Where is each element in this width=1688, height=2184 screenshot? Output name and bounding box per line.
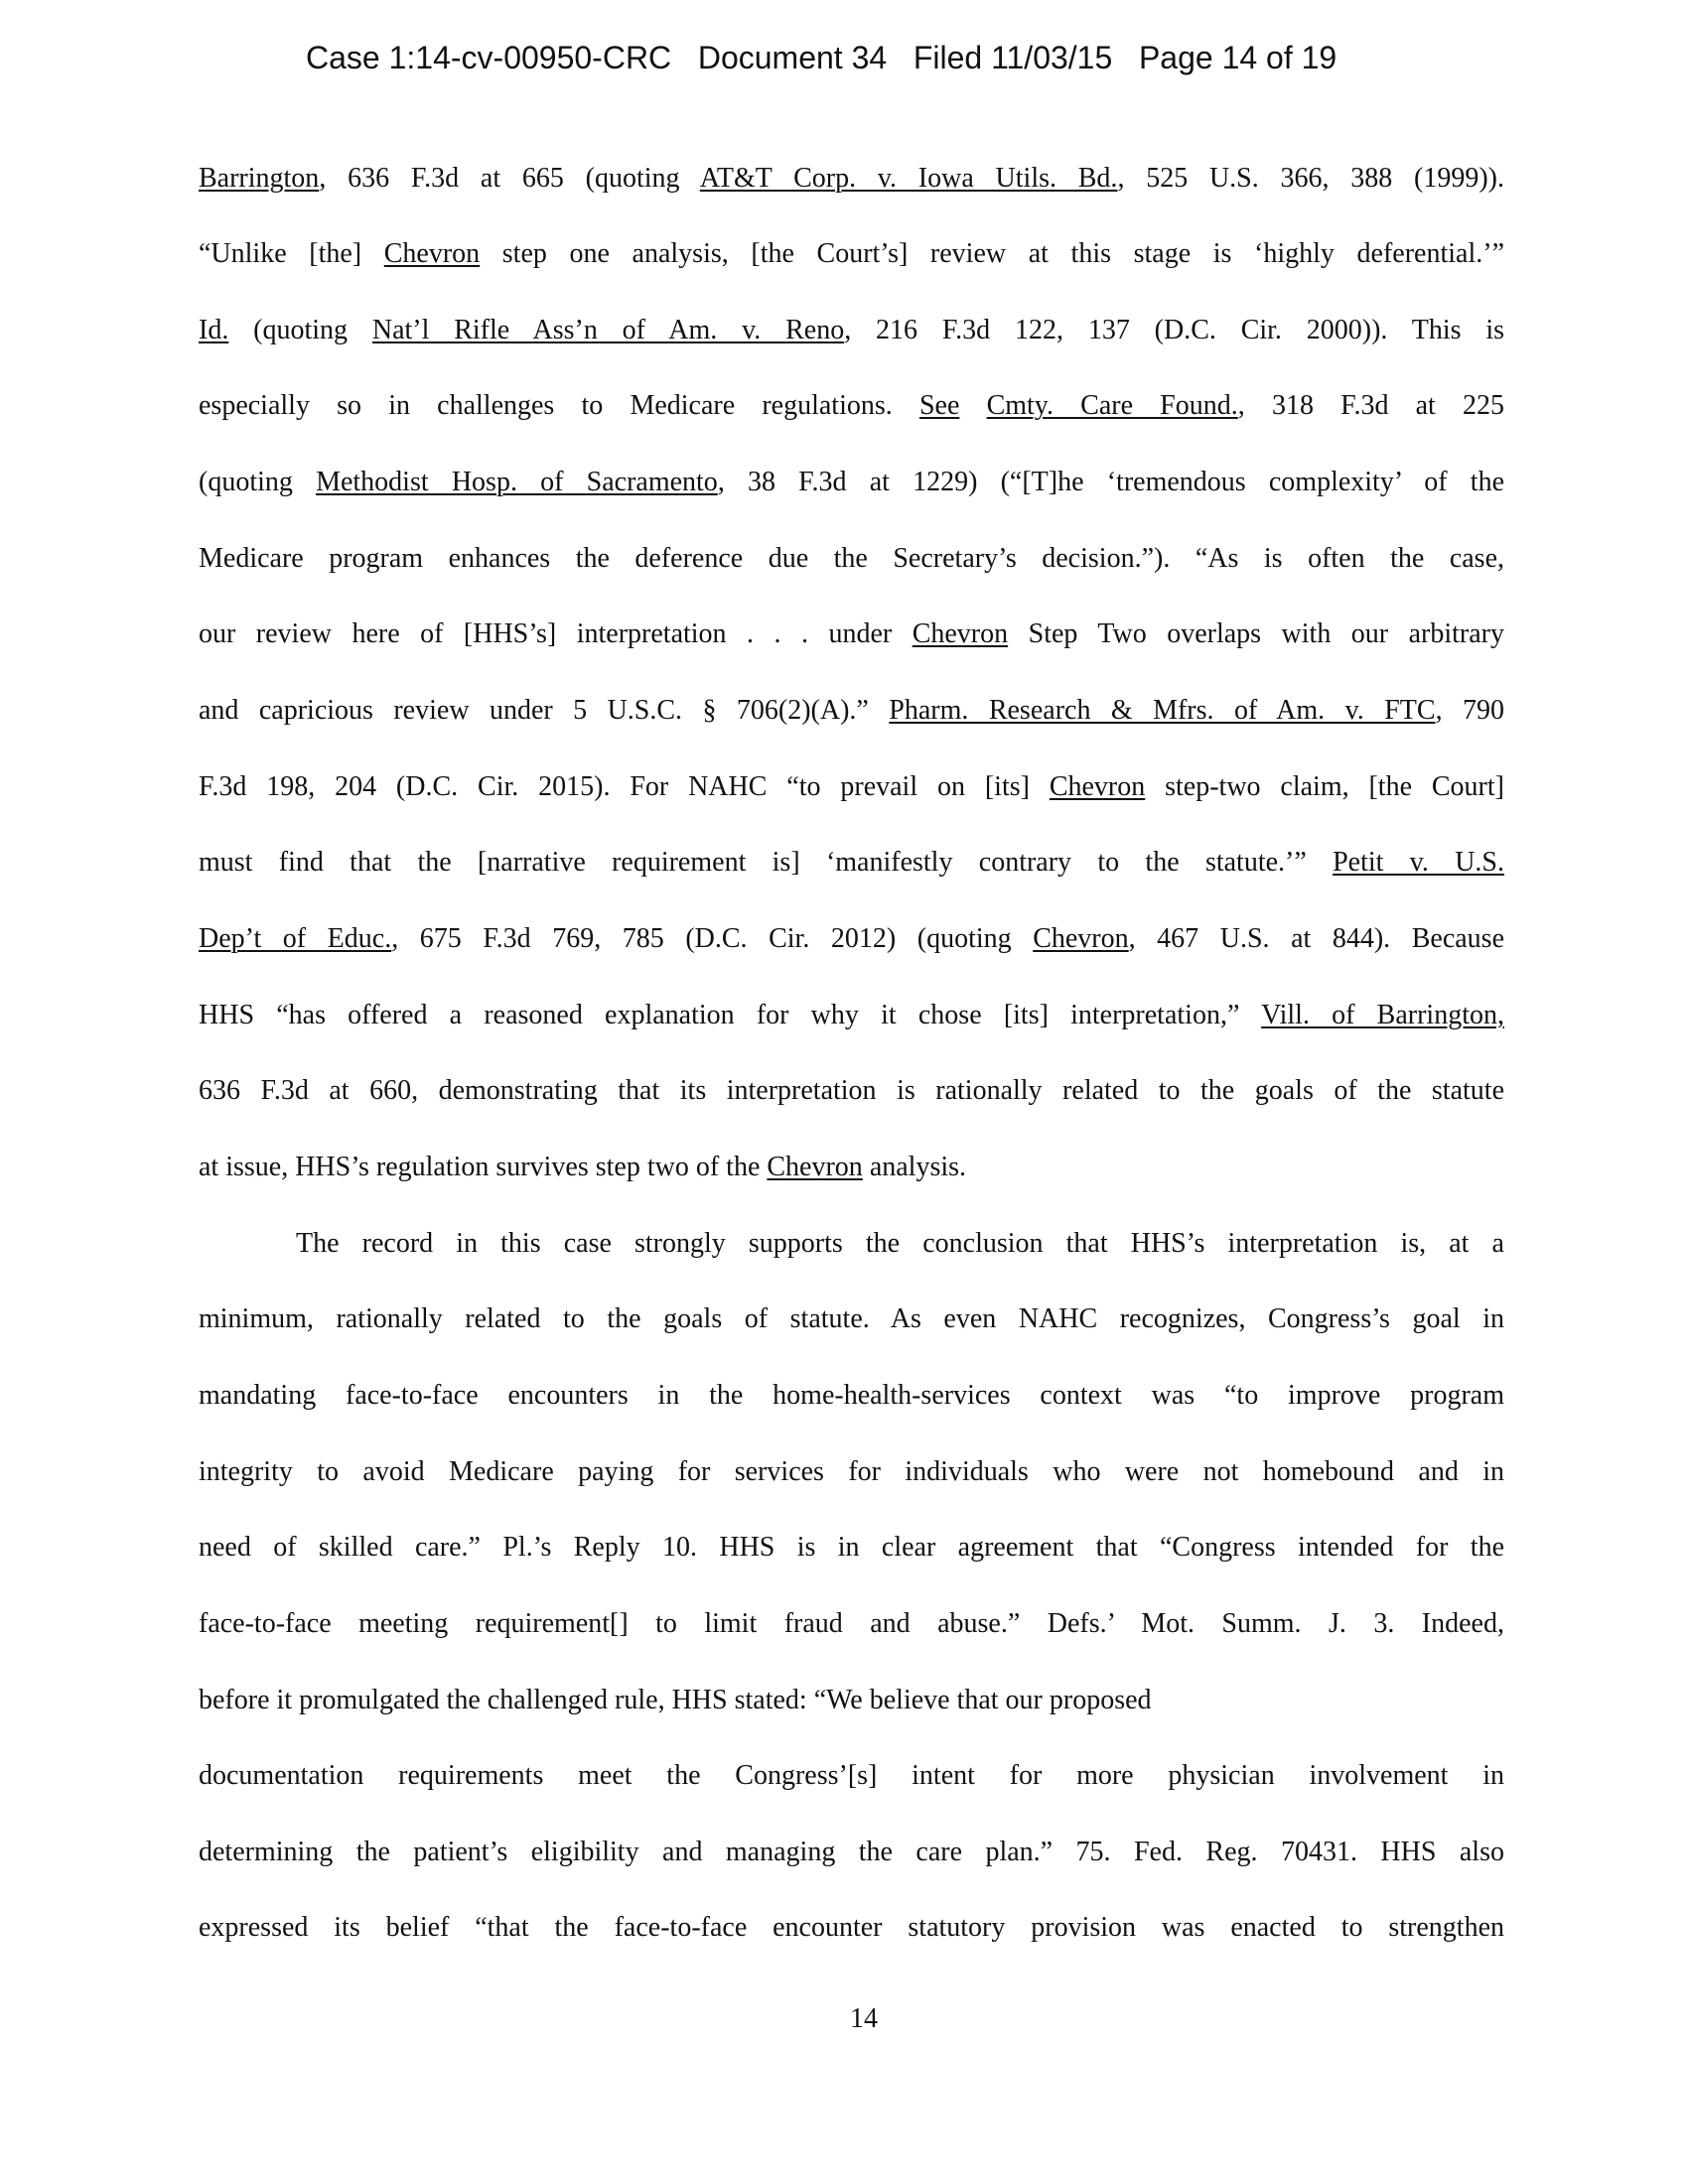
document-number: Document 34 <box>697 40 888 75</box>
text-run: integrity to avoid Medicare paying for services for individuals who were not homebound and in <box>199 1455 1504 1487</box>
text-line <box>199 770 1504 802</box>
citation-underlined: AT&T Corp. v. Iowa Utils. Bd. <box>699 162 1118 194</box>
text-line <box>199 849 1504 877</box>
text-run: “Unlike [the] <box>199 238 384 270</box>
text-line <box>199 392 1504 420</box>
text-run: , 636 F.3d at 665 (quoting <box>319 162 700 194</box>
citation-underlined: Petit v. U.S. <box>1333 847 1505 879</box>
text-line <box>199 162 1505 194</box>
text-run: , 318 F.3d at 225 <box>1237 390 1505 422</box>
citation-underlined: Chevron <box>1049 770 1146 802</box>
text-line <box>199 697 1504 725</box>
text-run: expressed its belief “that the face-to-face encounter statutory provision was enacted to strengthen <box>199 1912 1504 1944</box>
citation-underlined: Id. <box>199 314 229 345</box>
text-run: The record in this case strongly supports the conclusion that HHS’s interpretation is, at a <box>296 1227 1504 1259</box>
text-line <box>199 469 1504 496</box>
text-line <box>199 999 1504 1030</box>
citation-underlined: Chevron <box>912 618 1009 650</box>
text-run: , 675 F.3d 769, 785 (D.C. Cir. 2012) (quoting <box>391 923 1034 954</box>
citation-underlined: Chevron <box>767 1151 863 1182</box>
page-indicator: Page 14 of 19 <box>1138 40 1337 75</box>
text-run: need of skilled care.” Pl.’s Reply 10. HHS is in clear agreement that “Congress intended for the <box>199 1532 1504 1564</box>
text-run: especially so in challenges to Medicare regulations. <box>199 390 919 422</box>
citation-underlined: Pharm. Research & Mfrs. of Am. v. FTC <box>889 695 1436 727</box>
text-run <box>959 390 986 421</box>
text-run: 636 F.3d at 660, demonstrating that its interpretation is rationally related to the goals of the statute <box>199 1075 1504 1107</box>
text-run: minimum, rationally related to the goals of statute. As even NAHC recognizes, Congress’s goal in <box>199 1303 1504 1335</box>
text-line <box>199 1455 1504 1487</box>
text-run: step one analysis, [the Court’s] review at this stage is ‘highly deferential.’” <box>480 238 1504 270</box>
text-line <box>199 1227 1504 1259</box>
text-line <box>199 1379 1504 1411</box>
text-line <box>199 1836 1504 1867</box>
text-run: F.3d 198, 204 (D.C. Cir. 2015). For NAHC “to prevail on [its] <box>199 770 1050 802</box>
text-line <box>199 314 1505 345</box>
page-number: 14 <box>850 2003 878 2034</box>
citation-underlined: Vill. of Barrington, <box>1261 999 1504 1030</box>
text-run: face-to-face meeting requirement[] to limit fraud and abuse.” Defs.’ Mot. Summ. J. 3. Indeed, <box>199 1607 1504 1639</box>
citation-underlined: Dep’t of Educ. <box>199 923 392 954</box>
text-line <box>199 1534 1504 1562</box>
text-run: , 216 F.3d 122, 137 (D.C. Cir. 2000)). This is <box>844 314 1505 345</box>
case-header <box>306 42 1348 73</box>
text-line <box>199 240 1504 268</box>
text-line <box>199 1305 1504 1333</box>
text-line <box>199 542 1504 574</box>
text-run: step-two claim, [the Court] <box>1145 770 1504 802</box>
citation-underlined: See <box>918 390 960 422</box>
text-run: (quoting <box>228 314 372 345</box>
text-run: before it promulgated the challenged rule, HHS stated: “We believe that our proposed <box>199 1684 1152 1715</box>
text-run: HHS “has offered a reasoned explanation for why it chose [its] interpretation,” <box>199 999 1262 1030</box>
text-line <box>199 1914 1504 1942</box>
text-line <box>199 1151 1504 1182</box>
text-run: documentation requirements meet the Congress’[s] intent for more physician involvement in <box>199 1760 1504 1792</box>
text-run: at issue, HHS’s regulation survives step two of the <box>199 1151 768 1182</box>
citation-underlined: Cmty. Care Found. <box>986 390 1238 422</box>
text-line <box>199 1762 1504 1790</box>
text-line <box>199 1684 1504 1715</box>
text-run: , 790 <box>1435 695 1504 727</box>
citation-underlined: Chevron <box>383 238 481 270</box>
text-run: , 525 U.S. 366, 388 (1999)). <box>1117 162 1505 194</box>
text-run: analysis. <box>862 1151 967 1182</box>
text-run: , 467 U.S. at 844). Because <box>1128 923 1504 954</box>
text-run: (quoting <box>199 467 317 498</box>
text-run: Medicare program enhances the deference due the Secretary’s decision.”). “As is often the case, <box>199 542 1504 574</box>
text-run: Step Two overlaps with our arbitrary <box>1008 618 1504 650</box>
text-line <box>199 1077 1504 1105</box>
case-number: Case 1:14-cv-00950-CRC <box>306 40 672 75</box>
citation-underlined: Methodist Hosp. of Sacramento <box>316 467 718 498</box>
filed-date: Filed 11/03/15 <box>913 40 1113 75</box>
text-line <box>199 925 1504 953</box>
text-run: mandating face-to-face encounters in the home-health-services context was “to improve program <box>199 1379 1504 1411</box>
text-run: and capricious review under 5 U.S.C. § 706(2)(A).” <box>199 695 890 727</box>
text-run: , 38 F.3d at 1229) (“[T]he ‘tremendous complexity’ of the <box>717 467 1504 498</box>
text-line <box>199 620 1504 648</box>
text-line <box>199 1607 1504 1639</box>
text-run: determining the patient’s eligibility and managing the care plan.” 75. Fed. Reg. 70431. HHS also <box>199 1836 1504 1867</box>
citation-underlined: Nat’l Rifle Ass’n of Am. v. Reno <box>371 314 845 345</box>
citation-underlined: Barrington <box>199 162 320 194</box>
citation-underlined: Chevron <box>1033 923 1129 954</box>
text-run: our review here of [HHS’s] interpretation . . . under <box>199 618 913 650</box>
text-run: must find that the [narrative requirement is] ‘manifestly contrary to the statute.’” <box>199 847 1334 879</box>
